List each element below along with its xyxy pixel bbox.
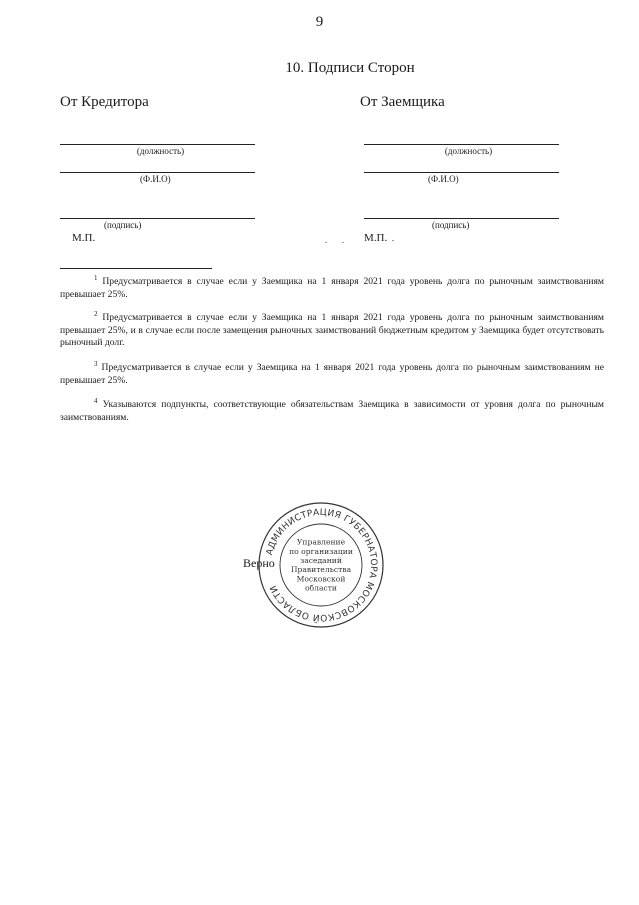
footnote-2 — [60, 309, 604, 350]
certification-label: Верно — [243, 556, 275, 570]
scan-speck — [342, 242, 344, 243]
creditor-name-line — [60, 172, 255, 173]
section-title: 10. Подписи Сторон — [285, 60, 415, 76]
footnote-1 — [60, 273, 604, 301]
creditor-stamp-label: М.П. — [72, 232, 96, 244]
footnote-text: Предусматривается в случае если у Заемщика на 1 января 2021 года уровень долга по рыночным заимствованиям не превышает 25%. — [60, 362, 604, 386]
footnote-separator — [60, 268, 212, 269]
official-seal-icon — [256, 500, 386, 630]
borrower-signature-caption: (подпись) — [432, 220, 470, 230]
scan-speck — [392, 240, 394, 241]
borrower-stamp-label: М.П. — [364, 232, 388, 244]
borrower-signature-line — [364, 218, 559, 219]
footnote-mark: 1 — [94, 273, 98, 282]
borrower-name-line — [364, 172, 559, 173]
seal-inner-line: Московской — [296, 574, 346, 584]
seal-inner-line: заседаний — [300, 556, 342, 565]
creditor-name-caption: (Ф.И.О) — [140, 174, 171, 184]
borrower-position-caption: (должность) — [444, 146, 493, 156]
footnote-mark: 3 — [94, 359, 98, 368]
creditor-position-line — [60, 144, 255, 145]
scan-speck — [325, 242, 327, 243]
seal-inner-line: области — [304, 583, 338, 593]
footnote-mark: 2 — [94, 309, 98, 318]
creditor-position-caption: (должность) — [136, 146, 185, 156]
page-number: 9 — [315, 14, 324, 30]
seal-inner-line: по организации — [289, 546, 353, 556]
creditor-heading: От Кредитора — [60, 94, 149, 110]
seal-inner-line: Управление — [296, 537, 346, 547]
creditor-signature-caption: (подпись) — [104, 220, 142, 230]
seal-outer-text: АДМИНИСТРАЦИЯ ГУБЕРНАТОРА МОСКОВСКОЙ ОБЛАСТИ — [264, 507, 379, 623]
footnote-text: Предусматривается в случае если у Заемщика на 1 января 2021 года уровень долга по рыночным заимствованиям превышает 25%, и в случае если после замещения рыночных заимствований бюджетным кредитом у Заемщика будет отсутствовать рыночный долг. — [60, 312, 604, 348]
footnote-text: Предусматривается в случае если у Заемщика на 1 января 2021 года уровень долга по рыночным заимствованиям превышает 25%. — [60, 276, 604, 300]
borrower-heading: От Заемщика — [360, 94, 445, 110]
seal-inner-line: Правительства — [290, 565, 352, 575]
footnote-mark: 4 — [94, 396, 98, 405]
footnote-3 — [60, 359, 604, 387]
creditor-signature-line — [60, 218, 255, 219]
borrower-position-line — [364, 144, 559, 145]
footnote-text: Указываются подпункты, соответствующие обязательствам Заемщика в зависимости от уровня долга по рыночным заимствованиям. — [60, 399, 604, 423]
footnote-4 — [60, 396, 604, 424]
borrower-name-caption: (Ф.И.О) — [428, 174, 459, 184]
